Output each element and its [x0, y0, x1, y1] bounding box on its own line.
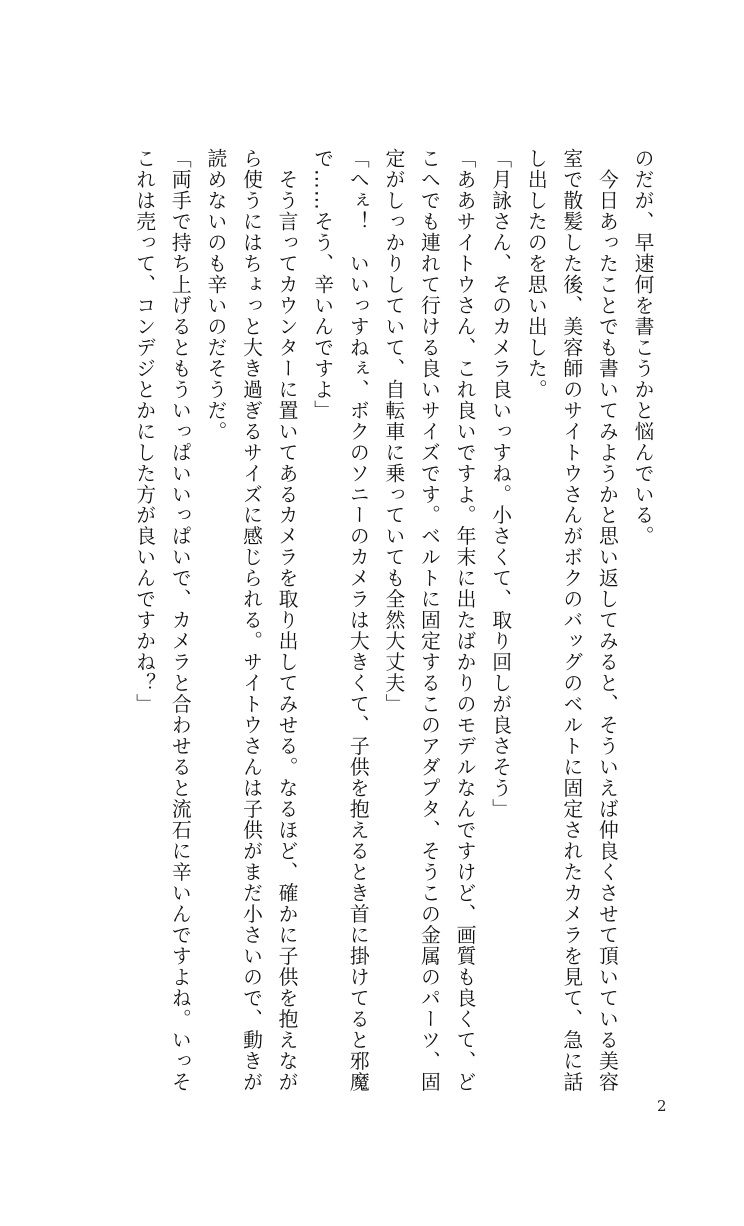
text-line: 読めないのも辛いのだそうだ。 — [203, 148, 227, 442]
vertical-text-body — [126, 148, 660, 1093]
text-line: 「両手で持ち上げるともういっぱいいっぱいで、カメラと合わせると流石に辛いんですよね。いっそ — [168, 148, 192, 1093]
text-line: こへでも連れて行ける良いサイズです。ベルトに固定するこのアダプタ、そうこの金属のパーツ、固 — [417, 148, 441, 1093]
text-line: 「へぇ！ いいっすねぇ、ボクのソニーのカメラは大きくて、子供を抱えるとき首に掛けてると邪魔 — [346, 148, 370, 1093]
text-line: で……そう、辛いんですよ」 — [310, 148, 334, 421]
text-line: ら使うにはちょっと大き過ぎるサイズに感じられる。サイトウさんは子供がまだ小さいので、動きが — [239, 148, 263, 1093]
text-line: 定がしっかりしていて、自転車に乗っていても全然大丈夫」 — [381, 148, 405, 715]
text-line: し出したのを思い出した。 — [524, 148, 548, 400]
text-line: 今日あったことでも書いてみようかと思い返してみると、そういえば仲良くさせて頂いている美容 — [595, 148, 619, 1093]
text-line: 室で散髪した後、美容師のサイトウさんがボクのバッグのベルトに固定されたカメラを見て、急に話 — [559, 148, 583, 1093]
text-line: 「ああサイトウさん、これ良いですよ。年末に出たばかりのモデルなんですけど、画質も良くて、ど — [453, 148, 477, 1093]
text-line: これは売って、コンデジとかにした方が良いんですかね？」 — [132, 148, 156, 715]
text-line: 「月詠さん、そのカメラ良いっすね。小さくて、取り回しが良さそう」 — [488, 148, 512, 820]
text-line: のだが、早速何を書こうかと悩んでいる。 — [631, 148, 654, 547]
text-line: そう言ってカウンターに置いてあるカメラを取り出してみせる。なるほど、確かに子供を抱えなが — [275, 148, 299, 1093]
page-number: 2 — [657, 1097, 667, 1115]
